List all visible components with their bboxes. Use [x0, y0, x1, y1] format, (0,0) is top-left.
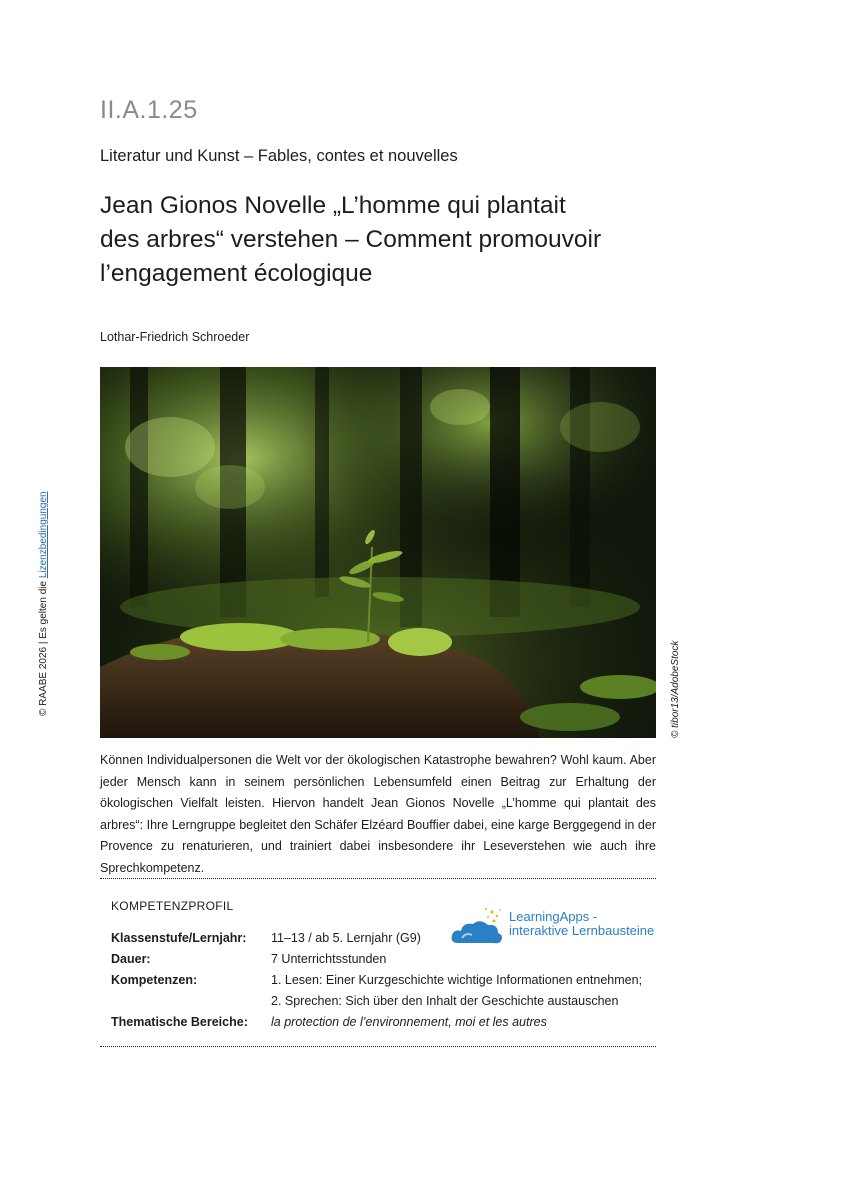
- document-subtitle: Literatur und Kunst – Fables, contes et nouvelles: [100, 147, 458, 165]
- document-title: [100, 189, 660, 291]
- intro-paragraph: Können Individualpersonen die Welt vor der ökologischen Katastrophe bewahren? Wohl kaum. Aber jeder Mensch kann in seinem persönlichen Lebensumfeld einen Beitrag zur Erhaltung der ökologischen Vielfalt leisten. Hiervon handelt Jean Gionos Novelle „L’homme qui plantait des arbres“: Ihre Lerngruppe begleitet den Schäfer Elzéard Bouffier dabei, eine karge Berggegend in der Provence zu renaturieren, und trainiert dabei insbesondere ihr Leseverstehen wie auch ihre Sprechkompetenz.: [100, 753, 656, 875]
- title-line-3: l’engagement écologique: [100, 260, 373, 287]
- author-name: Lothar-Friedrich Schroeder: [100, 330, 250, 344]
- copyright-notice: [38, 491, 49, 716]
- profile-value: la protection de l’environnement, moi et les autres: [271, 1015, 547, 1029]
- license-link[interactable]: Lizenzbedingungen: [38, 491, 49, 579]
- copyright-text: © RAABE 2026 | Es gelten die: [38, 578, 49, 716]
- profile-label: Klassenstufe/Lernjahr:: [111, 931, 247, 945]
- profile-value: 2. Sprechen: Sich über den Inhalt der Geschichte austauschen: [271, 994, 619, 1008]
- profile-label: Dauer:: [111, 952, 151, 966]
- profile-value: 1. Lesen: Einer Kurzgeschichte wichtige Informationen entnehmen;: [271, 973, 643, 987]
- forest-seedling-photo: [100, 367, 656, 738]
- profile-label: Kompetenzen:: [111, 973, 198, 987]
- learningapps-logo[interactable]: [450, 905, 660, 950]
- profile-heading: KOMPETENZPROFIL: [111, 899, 234, 913]
- profile-label: Thematische Bereiche:: [111, 1015, 248, 1029]
- profile-value: 11–13 / ab 5. Lernjahr (G9): [271, 931, 421, 945]
- logo-line-1: LearningApps -: [509, 909, 598, 924]
- profile-value: 7 Unterrichtsstunden: [271, 952, 387, 966]
- title-line-1: Jean Gionos Novelle „L’homme qui plantait: [100, 192, 566, 219]
- title-line-2: des arbres“ verstehen – Comment promouvoir: [100, 226, 602, 253]
- learningapps-text: [509, 910, 654, 938]
- forest-seedling-illustration: [100, 367, 656, 738]
- logo-line-2: interaktive Lernbausteine: [509, 923, 655, 938]
- photo-credit: © tibor13/AdobeStock: [670, 640, 681, 738]
- cloud-icon: [450, 905, 508, 950]
- document-code: II.A.1.25: [100, 96, 198, 124]
- divider-bottom: [100, 1046, 656, 1047]
- divider-top: [100, 878, 656, 879]
